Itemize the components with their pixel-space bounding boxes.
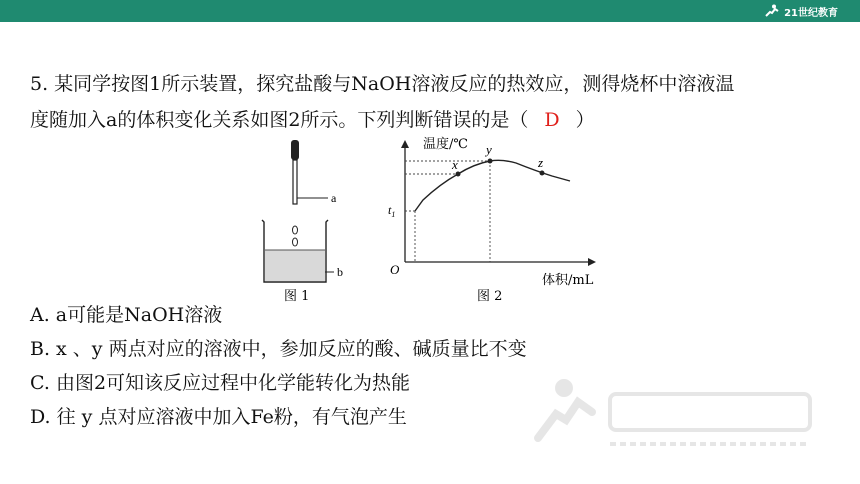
answer-mark: D <box>544 109 560 131</box>
droplet <box>293 238 298 246</box>
label-a: a <box>331 191 337 205</box>
figure-1-caption: 图 1 <box>284 289 310 304</box>
question-line-2: 度随加入a的体积变化关系如图2所示。下列判断错误的是（ D ） <box>30 102 830 138</box>
point-x-label: x <box>452 157 458 172</box>
t1-label: $t_1$ <box>388 203 396 219</box>
figure-1 <box>262 140 343 304</box>
watermark-logo <box>530 374 820 454</box>
temperature-curve <box>415 160 570 211</box>
origin-label: O <box>390 262 400 277</box>
point-z-label: z <box>538 155 544 170</box>
point-y-label: y <box>486 142 492 157</box>
question-text <box>30 66 830 138</box>
dropper-tube <box>293 160 297 204</box>
question-line-1: 5. 某同学按图1所示装置，探究盐酸与NaOH溶液反应的热效应，测得烧杯中溶液温 <box>30 73 735 95</box>
point-x <box>456 172 461 177</box>
options-list <box>30 298 527 434</box>
x-axis-label: 体积/mL <box>542 273 594 288</box>
point-y <box>488 159 493 164</box>
runner-icon <box>764 4 780 18</box>
option-c: C. 由图2可知该反应过程中化学能转化为热能 <box>30 372 411 394</box>
figure-2-caption: 图 2 <box>477 289 503 304</box>
y-axis-label: 温度/℃ <box>423 137 468 152</box>
dropper-bulb <box>291 140 299 160</box>
logo-text: 21世纪教育 <box>784 7 838 19</box>
header-bar <box>0 0 860 22</box>
label-b: b <box>337 265 343 279</box>
logo <box>764 2 838 20</box>
droplet <box>293 226 298 234</box>
point-z <box>540 171 545 176</box>
option-a: A. a可能是NaOH溶液 <box>30 304 223 326</box>
beaker-liquid <box>265 250 325 281</box>
option-d: D. 往 y 点对应溶液中加入Fe粉，有气泡产生 <box>30 406 407 428</box>
figure-2 <box>388 136 596 304</box>
figures <box>240 132 620 304</box>
option-b: B. x 、y 两点对应的溶液中，参加反应的酸、碱质量比不变 <box>30 338 527 360</box>
